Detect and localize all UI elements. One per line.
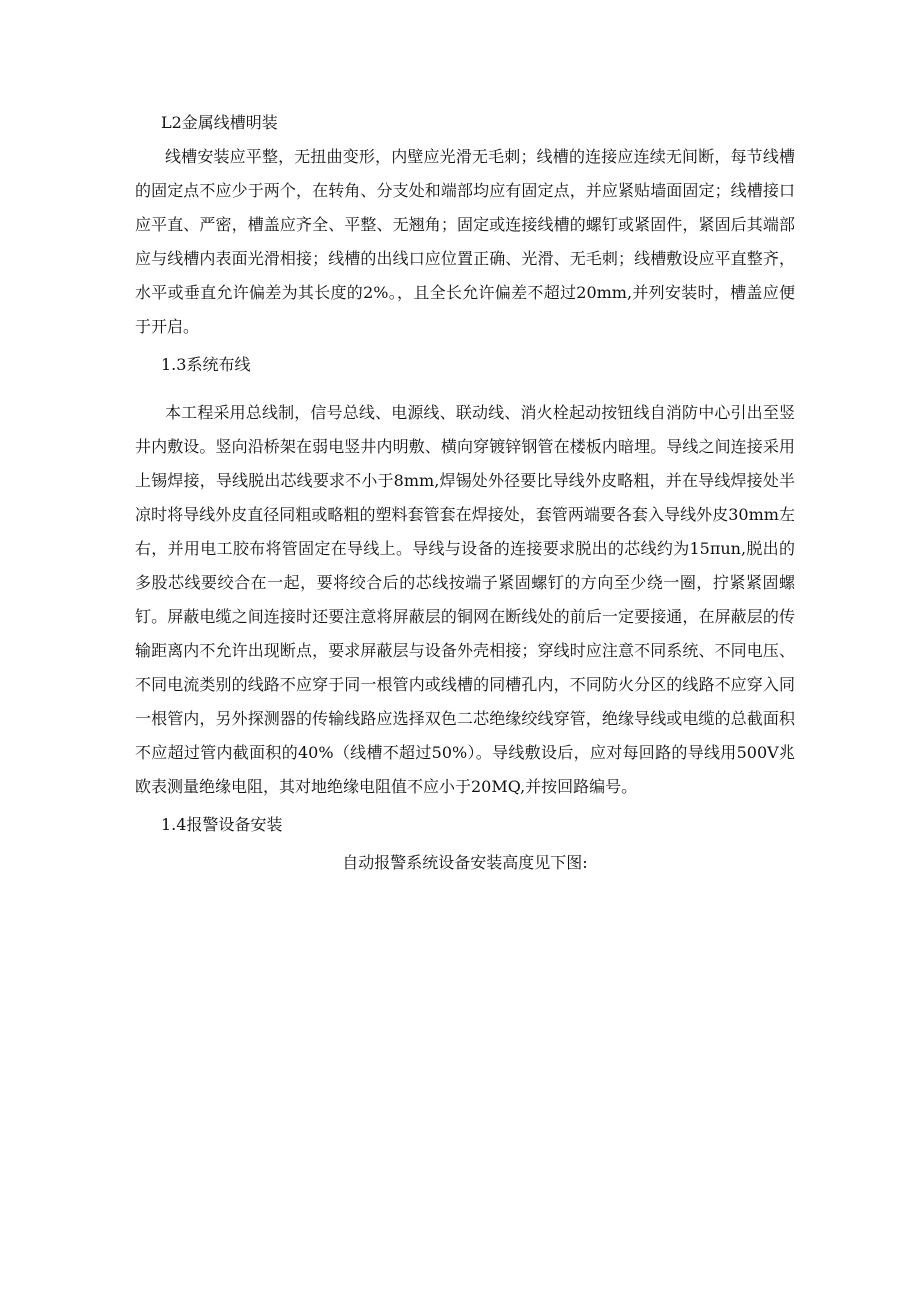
document-content: [135, 106, 795, 880]
spacer: [135, 382, 795, 396]
section-heading-metal-trunking: L2金属线槽明装: [161, 113, 278, 132]
section-heading-system-wiring: 1.3系统布线: [161, 355, 251, 374]
paragraph-system-wiring: 本工程采用总线制，信号总线、电源线、联动线、消火栓起动按钮线自消防中心引出至竖井内敷设。竖向沿桥架在弱电竖井内明敷、横向穿镀锌钢管在楼板内暗埋。导线之间连接采用上锡焊接，导线脱出芯线要求不小于8mm,焊锡处外径要比导线外皮略粗，并在导线焊接处半凉时将导线外皮直径同粗或略粗的塑料套管套在焊接处，套管两端要各套入导线外皮30mm左右，并用电工胶布将管固定在导线上。导线与设备的连接要求脱出的芯线约为15πun,脱出的多股芯线要绞合在一起，要将绞合后的芯线按端子紧固螺钉的方向至少绕一圈，拧紧紧固螺钉。屏蔽电缆之间连接时还要注意将屏蔽层的铜网在断线处的前后一定要接通，在屏蔽层的传输距离内不允许出现断点，要求屏蔽层与设备外壳相接；穿线时应注意不同系统、不同电压、不同电流类别的线路不应穿于同一根管内或线槽的同槽孔内，不同防火分区的线路不应穿入同一根管内，另外探测器的传输线路应选择双色二芯绝缘绞线穿管，绝缘导线或电缆的总截面积不应超过管内截面积的40%（线槽不超过50%）。导线敷设后，应对每回路的导线用500V兆欧表测量绝缘电阻，其对地绝缘电阻值不应小于20MQ,并按回路编号。: [135, 403, 795, 796]
paragraph-metal-trunking: 线槽安装应平整，无扭曲变形，内壁应光滑无毛刺；线槽的连接应连续无间断，每节线槽的固定点不应少于两个，在转角、分支处和端部均应有固定点，并应紧贴墙面固定；线槽接口应平直、严密，槽盖应齐全、平整、无翘角；固定或连接线槽的螺钉或紧固件，紧固后其端部应与线槽内表面光滑相接；线槽的出线口应位置正确、光滑、无毛刺；线槽敷设应平直整齐，水平或垂直允许偏差为其长度的2%。，且全长允许偏差不超过20mm,并列安装时，槽盖应便于开启。: [135, 147, 795, 336]
figure-caption: 自动报警系统设备安装高度见下图:: [342, 853, 588, 872]
section-heading-alarm-equipment: 1.4报警设备安装: [161, 815, 283, 834]
